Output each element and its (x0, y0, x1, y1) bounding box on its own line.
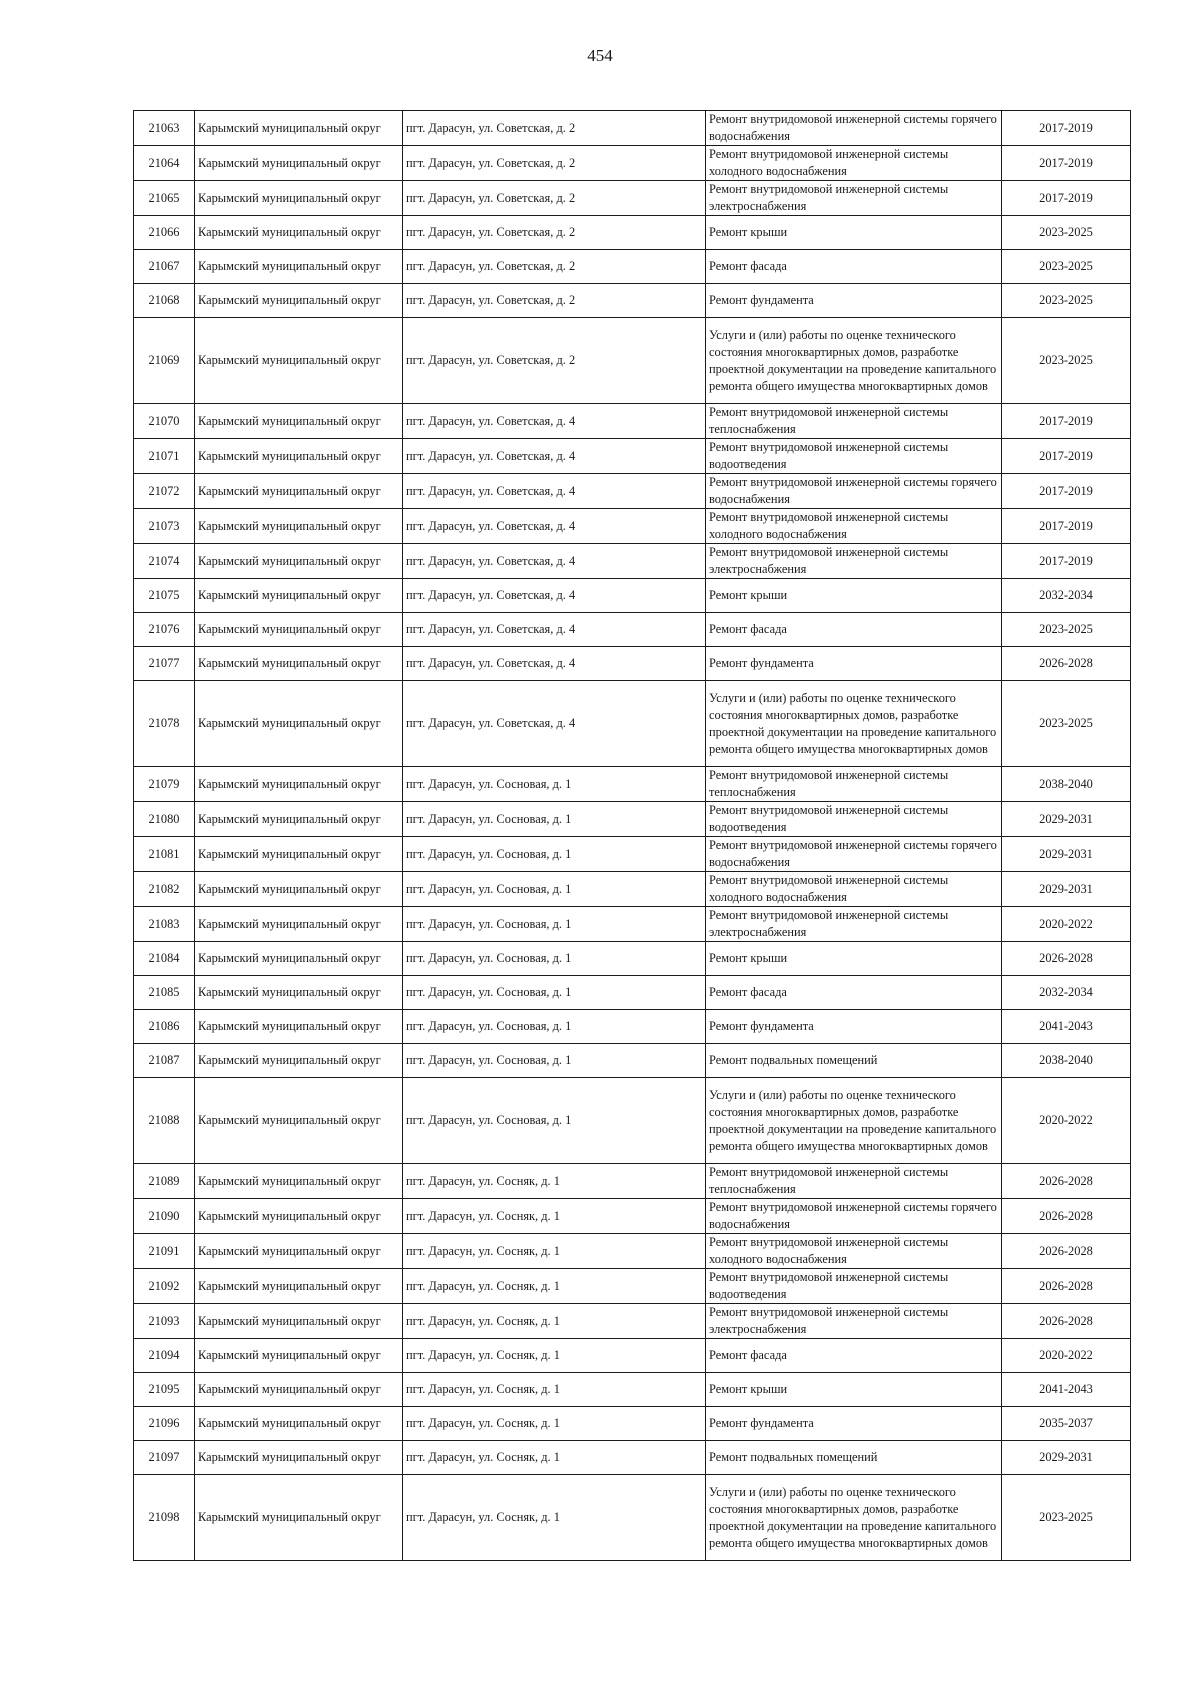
table-row (134, 544, 1131, 579)
period-cell: 2032-2034 (1002, 976, 1131, 1010)
address-cell: пгт. Дарасун, ул. Сосновая, д. 1 (403, 802, 706, 837)
work-type-cell: Ремонт фундамента (706, 284, 1002, 318)
table-row (134, 1044, 1131, 1078)
period-cell: 2017-2019 (1002, 439, 1131, 474)
district-cell: Карымский муниципальный округ (195, 1339, 403, 1373)
period-cell: 2029-2031 (1002, 872, 1131, 907)
period-cell: 2035-2037 (1002, 1407, 1131, 1441)
address-cell: пгт. Дарасун, ул. Сосновая, д. 1 (403, 872, 706, 907)
table-row (134, 181, 1131, 216)
district-cell: Карымский муниципальный округ (195, 907, 403, 942)
table-row (134, 1407, 1131, 1441)
row-number: 21094 (134, 1339, 195, 1373)
row-number: 21095 (134, 1373, 195, 1407)
address-cell: пгт. Дарасун, ул. Сосняк, д. 1 (403, 1269, 706, 1304)
work-type-cell: Ремонт внутридомовой инженерной системы водоотведения (706, 1269, 1002, 1304)
row-number: 21073 (134, 509, 195, 544)
row-number: 21074 (134, 544, 195, 579)
table-row (134, 942, 1131, 976)
table-body (134, 111, 1131, 1561)
work-type-cell: Ремонт внутридомовой инженерной системы электроснабжения (706, 907, 1002, 942)
district-cell: Карымский муниципальный округ (195, 181, 403, 216)
row-number: 21072 (134, 474, 195, 509)
period-cell: 2029-2031 (1002, 1441, 1131, 1475)
work-type-cell: Ремонт внутридомовой инженерной системы холодного водоснабжения (706, 509, 1002, 544)
work-type-cell: Ремонт внутридомовой инженерной системы теплоснабжения (706, 767, 1002, 802)
table-row (134, 1234, 1131, 1269)
row-number: 21081 (134, 837, 195, 872)
work-type-cell: Ремонт внутридомовой инженерной системы электроснабжения (706, 1304, 1002, 1339)
address-cell: пгт. Дарасун, ул. Советская, д. 4 (403, 613, 706, 647)
table-row (134, 976, 1131, 1010)
period-cell: 2017-2019 (1002, 509, 1131, 544)
row-number: 21076 (134, 613, 195, 647)
row-number: 21064 (134, 146, 195, 181)
period-cell: 2023-2025 (1002, 250, 1131, 284)
table-row (134, 1441, 1131, 1475)
table-row (134, 837, 1131, 872)
table-row (134, 613, 1131, 647)
period-cell: 2017-2019 (1002, 404, 1131, 439)
work-type-cell: Ремонт крыши (706, 942, 1002, 976)
district-cell: Карымский муниципальный округ (195, 872, 403, 907)
address-cell: пгт. Дарасун, ул. Советская, д. 2 (403, 284, 706, 318)
district-cell: Карымский муниципальный округ (195, 1407, 403, 1441)
row-number: 21065 (134, 181, 195, 216)
work-type-cell: Ремонт внутридомовой инженерной системы холодного водоснабжения (706, 1234, 1002, 1269)
address-cell: пгт. Дарасун, ул. Сосняк, д. 1 (403, 1407, 706, 1441)
row-number: 21070 (134, 404, 195, 439)
row-number: 21089 (134, 1164, 195, 1199)
table-row (134, 1199, 1131, 1234)
period-cell: 2026-2028 (1002, 1304, 1131, 1339)
work-type-cell: Ремонт фасада (706, 1339, 1002, 1373)
address-cell: пгт. Дарасун, ул. Сосновая, д. 1 (403, 767, 706, 802)
row-number: 21067 (134, 250, 195, 284)
work-type-cell: Ремонт фасада (706, 613, 1002, 647)
period-cell: 2029-2031 (1002, 837, 1131, 872)
work-type-cell: Ремонт подвальных помещений (706, 1441, 1002, 1475)
work-type-cell: Ремонт подвальных помещений (706, 1044, 1002, 1078)
address-cell: пгт. Дарасун, ул. Сосняк, д. 1 (403, 1441, 706, 1475)
table-row (134, 872, 1131, 907)
district-cell: Карымский муниципальный округ (195, 146, 403, 181)
address-cell: пгт. Дарасун, ул. Сосняк, д. 1 (403, 1234, 706, 1269)
table-row (134, 250, 1131, 284)
work-type-cell: Ремонт фундамента (706, 1407, 1002, 1441)
row-number: 21084 (134, 942, 195, 976)
table-row (134, 1010, 1131, 1044)
district-cell: Карымский муниципальный округ (195, 250, 403, 284)
row-number: 21063 (134, 111, 195, 146)
row-number: 21086 (134, 1010, 195, 1044)
work-type-cell: Ремонт фундамента (706, 1010, 1002, 1044)
address-cell: пгт. Дарасун, ул. Советская, д. 2 (403, 318, 706, 404)
work-type-cell: Ремонт фасада (706, 250, 1002, 284)
district-cell: Карымский муниципальный округ (195, 1010, 403, 1044)
address-cell: пгт. Дарасун, ул. Советская, д. 4 (403, 404, 706, 439)
work-type-cell: Ремонт фундамента (706, 647, 1002, 681)
address-cell: пгт. Дарасун, ул. Советская, д. 2 (403, 250, 706, 284)
work-type-cell: Ремонт крыши (706, 1373, 1002, 1407)
district-cell: Карымский муниципальный округ (195, 1044, 403, 1078)
row-number: 21069 (134, 318, 195, 404)
row-number: 21092 (134, 1269, 195, 1304)
address-cell: пгт. Дарасун, ул. Сосняк, д. 1 (403, 1373, 706, 1407)
address-cell: пгт. Дарасун, ул. Сосновая, д. 1 (403, 942, 706, 976)
period-cell: 2026-2028 (1002, 942, 1131, 976)
work-type-cell: Ремонт крыши (706, 579, 1002, 613)
row-number: 21090 (134, 1199, 195, 1234)
address-cell: пгт. Дарасун, ул. Сосняк, д. 1 (403, 1199, 706, 1234)
table-row (134, 647, 1131, 681)
period-cell: 2026-2028 (1002, 1164, 1131, 1199)
period-cell: 2017-2019 (1002, 146, 1131, 181)
work-type-cell: Ремонт внутридомовой инженерной системы горячего водоснабжения (706, 474, 1002, 509)
district-cell: Карымский муниципальный округ (195, 837, 403, 872)
row-number: 21091 (134, 1234, 195, 1269)
address-cell: пгт. Дарасун, ул. Сосновая, д. 1 (403, 976, 706, 1010)
period-cell: 2026-2028 (1002, 647, 1131, 681)
district-cell: Карымский муниципальный округ (195, 647, 403, 681)
table-row (134, 681, 1131, 767)
period-cell: 2038-2040 (1002, 767, 1131, 802)
address-cell: пгт. Дарасун, ул. Советская, д. 2 (403, 146, 706, 181)
work-type-cell: Ремонт внутридомовой инженерной системы горячего водоснабжения (706, 1199, 1002, 1234)
address-cell: пгт. Дарасун, ул. Советская, д. 4 (403, 474, 706, 509)
work-type-cell: Ремонт внутридомовой инженерной системы водоотведения (706, 439, 1002, 474)
table-row (134, 1078, 1131, 1164)
address-cell: пгт. Дарасун, ул. Советская, д. 2 (403, 216, 706, 250)
district-cell: Карымский муниципальный округ (195, 1269, 403, 1304)
work-type-cell: Ремонт внутридомовой инженерной системы холодного водоснабжения (706, 146, 1002, 181)
period-cell: 2038-2040 (1002, 1044, 1131, 1078)
period-cell: 2023-2025 (1002, 1475, 1131, 1561)
period-cell: 2020-2022 (1002, 907, 1131, 942)
row-number: 21098 (134, 1475, 195, 1561)
period-cell: 2023-2025 (1002, 681, 1131, 767)
table-row (134, 1164, 1131, 1199)
district-cell: Карымский муниципальный округ (195, 1234, 403, 1269)
work-type-cell: Ремонт внутридомовой инженерной системы горячего водоснабжения (706, 837, 1002, 872)
address-cell: пгт. Дарасун, ул. Сосновая, д. 1 (403, 1078, 706, 1164)
work-type-cell: Ремонт внутридомовой инженерной системы электроснабжения (706, 181, 1002, 216)
period-cell: 2026-2028 (1002, 1199, 1131, 1234)
row-number: 21078 (134, 681, 195, 767)
row-number: 21088 (134, 1078, 195, 1164)
table-row (134, 579, 1131, 613)
row-number: 21079 (134, 767, 195, 802)
table-row (134, 318, 1131, 404)
address-cell: пгт. Дарасун, ул. Сосновая, д. 1 (403, 837, 706, 872)
address-cell: пгт. Дарасун, ул. Советская, д. 4 (403, 681, 706, 767)
row-number: 21082 (134, 872, 195, 907)
address-cell: пгт. Дарасун, ул. Сосняк, д. 1 (403, 1475, 706, 1561)
district-cell: Карымский муниципальный округ (195, 942, 403, 976)
period-cell: 2041-2043 (1002, 1010, 1131, 1044)
address-cell: пгт. Дарасун, ул. Сосняк, д. 1 (403, 1339, 706, 1373)
period-cell: 2023-2025 (1002, 318, 1131, 404)
period-cell: 2017-2019 (1002, 181, 1131, 216)
address-cell: пгт. Дарасун, ул. Советская, д. 2 (403, 181, 706, 216)
work-type-cell: Ремонт внутридомовой инженерной системы горячего водоснабжения (706, 111, 1002, 146)
work-type-cell: Ремонт крыши (706, 216, 1002, 250)
period-cell: 2023-2025 (1002, 216, 1131, 250)
period-cell: 2017-2019 (1002, 544, 1131, 579)
table-row (134, 439, 1131, 474)
row-number: 21083 (134, 907, 195, 942)
work-type-cell: Ремонт внутридомовой инженерной системы теплоснабжения (706, 1164, 1002, 1199)
period-cell: 2023-2025 (1002, 284, 1131, 318)
work-type-cell: Ремонт внутридомовой инженерной системы холодного водоснабжения (706, 872, 1002, 907)
row-number: 21066 (134, 216, 195, 250)
work-type-cell: Ремонт фасада (706, 976, 1002, 1010)
address-cell: пгт. Дарасун, ул. Сосняк, д. 1 (403, 1164, 706, 1199)
address-cell: пгт. Дарасун, ул. Сосновая, д. 1 (403, 1044, 706, 1078)
work-type-cell: Ремонт внутридомовой инженерной системы теплоснабжения (706, 404, 1002, 439)
work-type-cell: Услуги и (или) работы по оценке технического состояния многоквартирных домов, разработке проектной документации на проведение капитального ремонта общего имущества многоквартирных домов (706, 1475, 1002, 1561)
district-cell: Карымский муниципальный округ (195, 111, 403, 146)
row-number: 21096 (134, 1407, 195, 1441)
work-type-cell: Услуги и (или) работы по оценке технического состояния многоквартирных домов, разработке проектной документации на проведение капитального ремонта общего имущества многоквартирных домов (706, 681, 1002, 767)
row-number: 21080 (134, 802, 195, 837)
row-number: 21068 (134, 284, 195, 318)
repair-schedule-table (133, 110, 1131, 1561)
table-row (134, 1373, 1131, 1407)
district-cell: Карымский муниципальный округ (195, 284, 403, 318)
period-cell: 2017-2019 (1002, 474, 1131, 509)
address-cell: пгт. Дарасун, ул. Советская, д. 4 (403, 439, 706, 474)
district-cell: Карымский муниципальный округ (195, 1199, 403, 1234)
district-cell: Карымский муниципальный округ (195, 613, 403, 647)
row-number: 21075 (134, 579, 195, 613)
table-row (134, 1339, 1131, 1373)
page-number: 454 (587, 46, 613, 65)
address-cell: пгт. Дарасун, ул. Сосняк, д. 1 (403, 1304, 706, 1339)
district-cell: Карымский муниципальный округ (195, 1441, 403, 1475)
table-row (134, 111, 1131, 146)
table-row (134, 1269, 1131, 1304)
work-type-cell: Ремонт внутридомовой инженерной системы электроснабжения (706, 544, 1002, 579)
district-cell: Карымский муниципальный округ (195, 1373, 403, 1407)
period-cell: 2026-2028 (1002, 1234, 1131, 1269)
row-number: 21077 (134, 647, 195, 681)
district-cell: Карымский муниципальный округ (195, 509, 403, 544)
table-row (134, 767, 1131, 802)
table-row (134, 146, 1131, 181)
work-type-cell: Ремонт внутридомовой инженерной системы водоотведения (706, 802, 1002, 837)
table-row (134, 404, 1131, 439)
table-row (134, 1475, 1131, 1561)
table-row (134, 1304, 1131, 1339)
table-row (134, 509, 1131, 544)
address-cell: пгт. Дарасун, ул. Советская, д. 2 (403, 111, 706, 146)
district-cell: Карымский муниципальный округ (195, 976, 403, 1010)
table-row (134, 284, 1131, 318)
district-cell: Карымский муниципальный округ (195, 579, 403, 613)
district-cell: Карымский муниципальный округ (195, 404, 403, 439)
address-cell: пгт. Дарасун, ул. Сосновая, д. 1 (403, 1010, 706, 1044)
period-cell: 2023-2025 (1002, 613, 1131, 647)
period-cell: 2041-2043 (1002, 1373, 1131, 1407)
district-cell: Карымский муниципальный округ (195, 681, 403, 767)
district-cell: Карымский муниципальный округ (195, 767, 403, 802)
address-cell: пгт. Дарасун, ул. Советская, д. 4 (403, 509, 706, 544)
district-cell: Карымский муниципальный округ (195, 439, 403, 474)
table-row (134, 216, 1131, 250)
address-cell: пгт. Дарасун, ул. Советская, д. 4 (403, 579, 706, 613)
district-cell: Карымский муниципальный округ (195, 318, 403, 404)
district-cell: Карымский муниципальный округ (195, 216, 403, 250)
district-cell: Карымский муниципальный округ (195, 802, 403, 837)
row-number: 21085 (134, 976, 195, 1010)
district-cell: Карымский муниципальный округ (195, 1078, 403, 1164)
table-row (134, 474, 1131, 509)
address-cell: пгт. Дарасун, ул. Советская, д. 4 (403, 544, 706, 579)
period-cell: 2032-2034 (1002, 579, 1131, 613)
work-type-cell: Услуги и (или) работы по оценке технического состояния многоквартирных домов, разработке проектной документации на проведение капитального ремонта общего имущества многоквартирных домов (706, 1078, 1002, 1164)
district-cell: Карымский муниципальный округ (195, 544, 403, 579)
district-cell: Карымский муниципальный округ (195, 1304, 403, 1339)
district-cell: Карымский муниципальный округ (195, 474, 403, 509)
period-cell: 2017-2019 (1002, 111, 1131, 146)
period-cell: 2020-2022 (1002, 1078, 1131, 1164)
row-number: 21087 (134, 1044, 195, 1078)
table-row (134, 907, 1131, 942)
row-number: 21097 (134, 1441, 195, 1475)
row-number: 21071 (134, 439, 195, 474)
table-row (134, 802, 1131, 837)
district-cell: Карымский муниципальный округ (195, 1475, 403, 1561)
row-number: 21093 (134, 1304, 195, 1339)
address-cell: пгт. Дарасун, ул. Советская, д. 4 (403, 647, 706, 681)
period-cell: 2029-2031 (1002, 802, 1131, 837)
period-cell: 2020-2022 (1002, 1339, 1131, 1373)
address-cell: пгт. Дарасун, ул. Сосновая, д. 1 (403, 907, 706, 942)
work-type-cell: Услуги и (или) работы по оценке технического состояния многоквартирных домов, разработке проектной документации на проведение капитального ремонта общего имущества многоквартирных домов (706, 318, 1002, 404)
district-cell: Карымский муниципальный округ (195, 1164, 403, 1199)
period-cell: 2026-2028 (1002, 1269, 1131, 1304)
